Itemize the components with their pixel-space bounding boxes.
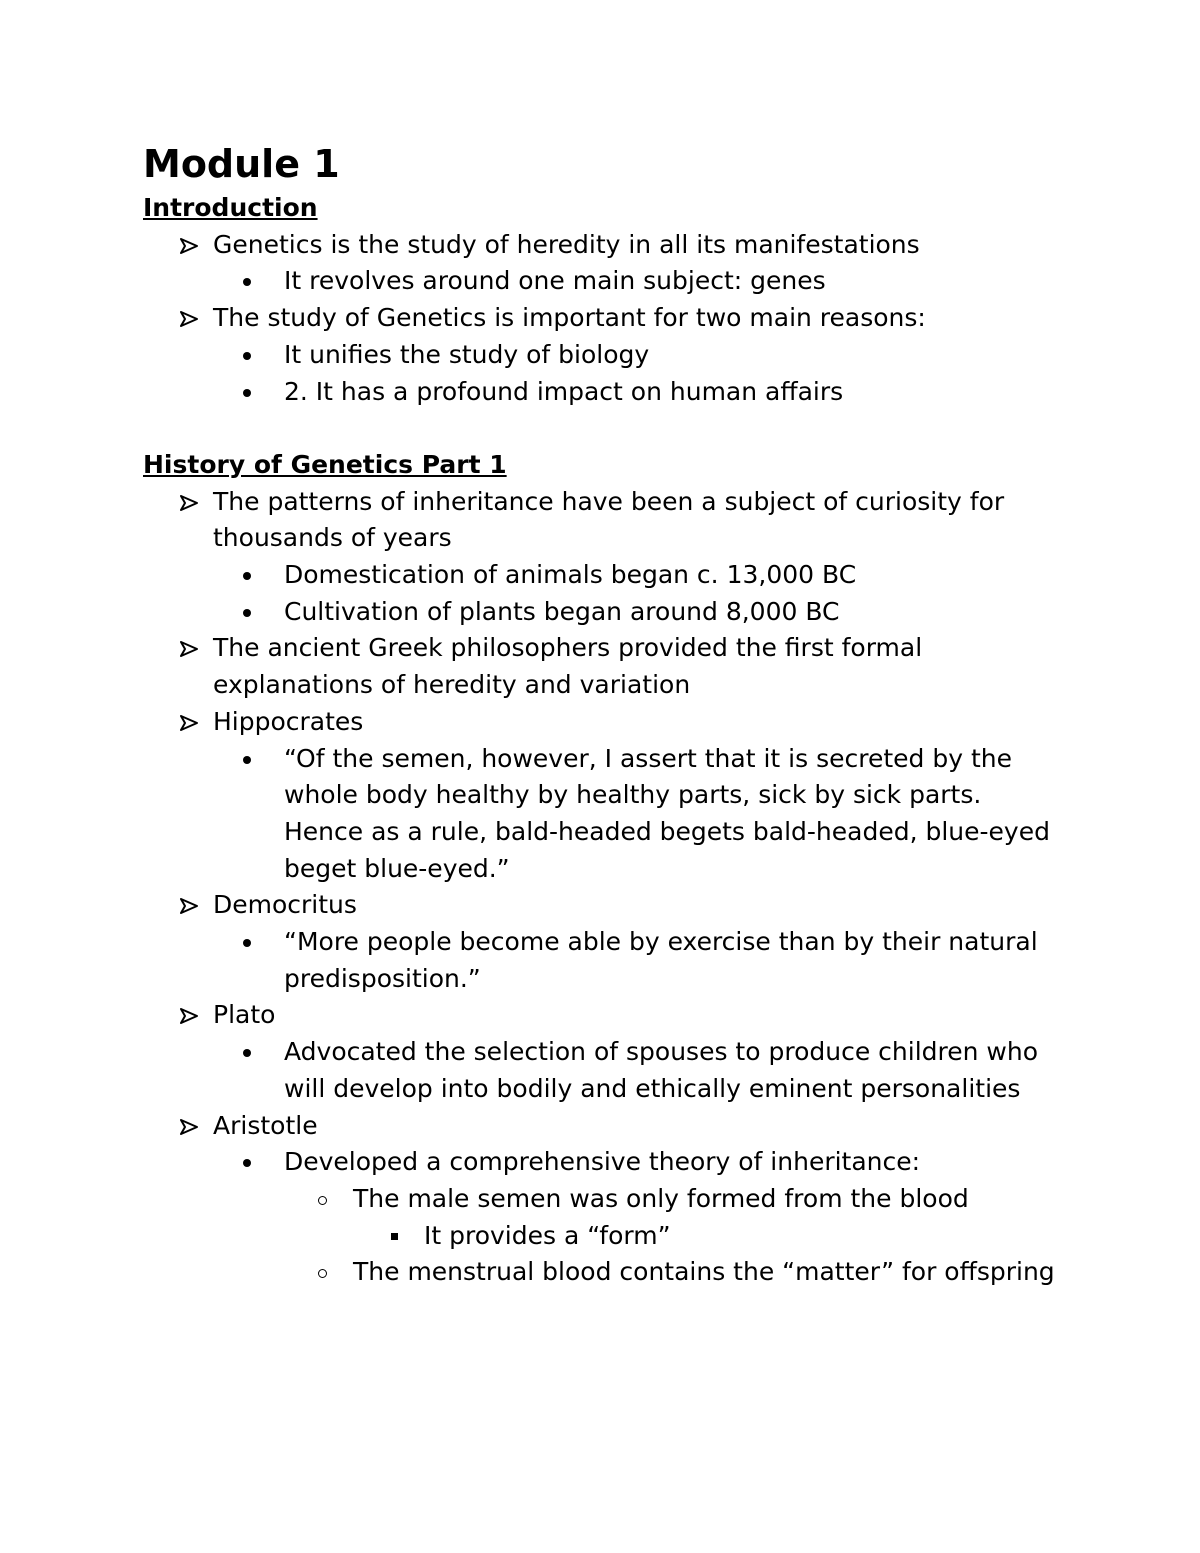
- bullet-dot-icon: [243, 278, 251, 286]
- arrow-bullet-icon: [179, 495, 199, 511]
- bullet-circle-icon: [318, 1196, 327, 1205]
- list-item-text: The ancient Greek philosophers provided the first formal explanations of heredity and variation: [213, 633, 923, 700]
- arrow-bullet-icon: [179, 1008, 199, 1024]
- list-item-text: “More people become able by exercise than by their natural predisposition.”: [284, 927, 1038, 993]
- list-item-text: The patterns of inheritance have been a subject of curiosity for thousands of years: [213, 486, 1005, 553]
- bullet-dot-icon: [243, 1159, 251, 1167]
- bullet-dot-icon: [243, 609, 251, 617]
- section-heading-introduction: Introduction: [143, 193, 318, 222]
- bullet-dot-icon: [243, 352, 251, 360]
- list-item: [143, 484, 1063, 557]
- list-item: [143, 557, 1063, 594]
- document-page: [143, 140, 1063, 1291]
- list-item: [143, 1108, 1063, 1145]
- list-item-text: It unifies the study of biology: [284, 339, 650, 369]
- arrow-bullet-icon: [179, 898, 199, 914]
- list-item-text: Developed a comprehensive theory of inheritance:: [284, 1147, 921, 1177]
- list-item: [143, 997, 1063, 1034]
- list-item-text: Plato: [213, 1000, 276, 1030]
- list-item: [143, 1034, 1063, 1107]
- list-item: [143, 263, 1063, 300]
- list-item: [143, 704, 1063, 741]
- list-item: [143, 594, 1063, 631]
- arrow-bullet-icon: [179, 641, 199, 657]
- section-heading-history: History of Genetics Part 1: [143, 449, 507, 479]
- bullet-dot-icon: [243, 572, 251, 580]
- arrow-bullet-icon: [179, 715, 199, 731]
- list-item: [143, 741, 1063, 888]
- list-item-text: Aristotle: [213, 1110, 318, 1140]
- list-item: [143, 1254, 1063, 1291]
- list-item-text: It revolves around one main subject: genes: [284, 266, 826, 296]
- list-item-text: Cultivation of plants began around 8,000 BC: [284, 596, 840, 626]
- arrow-bullet-icon: [179, 311, 199, 327]
- list-item-text: “Of the semen, however, I assert that it is secreted by the whole body healthy by healthy parts, sick by sick parts. Hence as a rule, bald-headed begets bald-headed, blue-eyed beget blue-eyed.”: [284, 743, 1050, 883]
- list-item: [143, 887, 1063, 924]
- list-item: [143, 300, 1063, 337]
- list-item: [143, 630, 1063, 703]
- list-item-text: Hippocrates: [213, 706, 364, 736]
- list-item-text: 2. It has a profound impact on human affairs: [284, 376, 844, 406]
- list-item-text: Genetics is the study of heredity in all its manifestations: [213, 229, 920, 259]
- list-item: [143, 924, 1063, 997]
- bullet-dot-icon: [243, 939, 251, 947]
- list-item: [143, 1181, 1063, 1218]
- list-item: [143, 1218, 1063, 1255]
- history-list: [143, 484, 1063, 1291]
- bullet-dot-icon: [243, 1049, 251, 1057]
- bullet-dot-icon: [243, 389, 251, 397]
- arrow-bullet-icon: [179, 1119, 199, 1135]
- list-item-text: Democritus: [213, 890, 357, 920]
- list-item: [143, 227, 1063, 264]
- list-item-text: The menstrual blood contains the “matter” for offspring: [353, 1257, 1055, 1287]
- list-item-text: It provides a “form”: [424, 1220, 671, 1250]
- introduction-list: [143, 227, 1063, 411]
- bullet-dot-icon: [243, 756, 251, 764]
- list-item: [143, 374, 1063, 411]
- bullet-square-icon: [391, 1233, 398, 1240]
- arrow-bullet-icon: [179, 238, 199, 254]
- page-title: Module 1: [143, 142, 340, 186]
- list-item-text: Domestication of animals began c. 13,000 BC: [284, 560, 857, 590]
- list-item-text: The study of Genetics is important for two main reasons:: [213, 303, 926, 333]
- bullet-circle-icon: [318, 1269, 327, 1278]
- list-item-text: The male semen was only formed from the blood: [353, 1183, 969, 1213]
- list-item-text: Advocated the selection of spouses to produce children who will develop into bodily and ethically eminent personalities: [284, 1037, 1038, 1103]
- list-item: [143, 1144, 1063, 1181]
- list-item: [143, 337, 1063, 374]
